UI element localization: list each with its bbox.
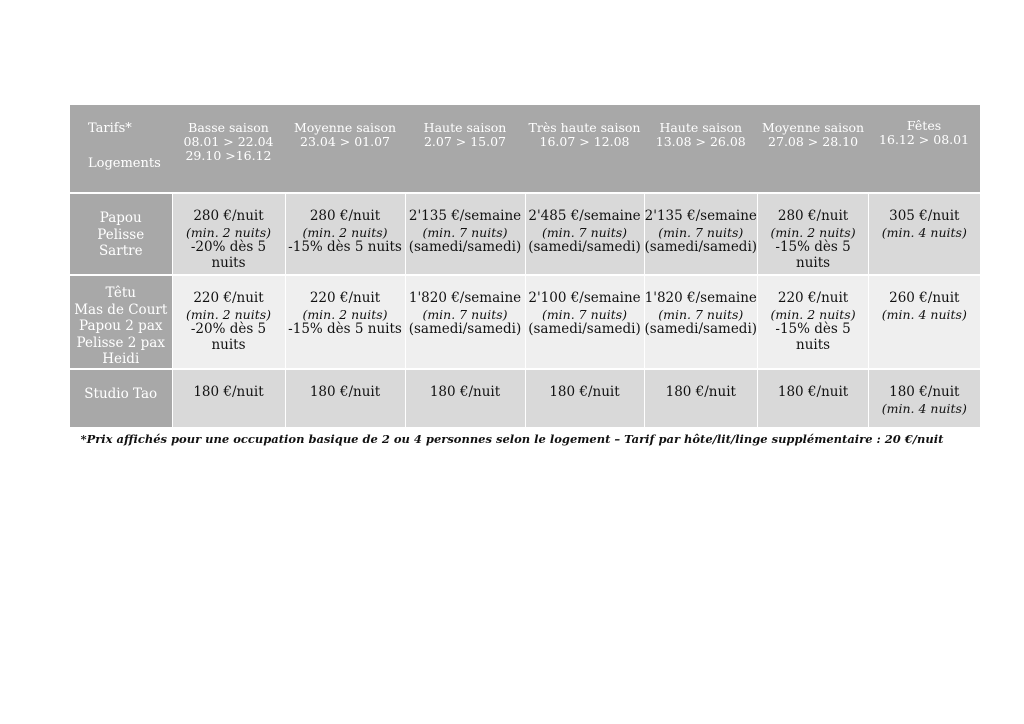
logements-cell	[70, 369, 172, 427]
rate-minimum: (min. 4 nuits)	[881, 400, 967, 416]
rate-price: 2'135 €/semaine	[408, 208, 522, 224]
rate-note: -15% dès 5 nuits	[775, 321, 851, 353]
season-dates: 08.01 > 22.04	[183, 134, 274, 149]
rate-minimum: (min. 2 nuits)	[185, 306, 272, 322]
season-dates: 16.07 > 12.08	[539, 134, 630, 149]
rate-price: 2'100 €/semaine	[528, 290, 641, 306]
season-dates: 29.10 >16.12	[185, 148, 272, 163]
rate-minimum: (min. 2 nuits)	[770, 306, 856, 322]
rate-minimum: (min. 2 nuits)	[302, 224, 388, 240]
rate-cell	[644, 369, 758, 427]
rate-price: 180 €/nuit	[429, 384, 501, 400]
rate-minimum: (min. 7 nuits)	[422, 306, 508, 322]
rate-note: (samedi/samedi)	[528, 239, 641, 255]
logement-name: Mas de Court	[74, 301, 168, 318]
rate-minimum: (min. 7 nuits)	[541, 224, 628, 240]
rate-cell	[869, 369, 980, 427]
rate-note: (samedi/samedi)	[408, 239, 522, 255]
rate-minimum: (min. 2 nuits)	[302, 306, 388, 322]
rate-cell	[172, 369, 285, 427]
season-header	[869, 105, 980, 193]
season-header	[285, 105, 405, 193]
table-row	[70, 369, 980, 427]
season-name: Haute saison	[423, 120, 507, 135]
rate-cell	[525, 275, 644, 369]
rate-cell	[172, 193, 285, 275]
rate-note: -15% dès 5 nuits	[775, 239, 851, 271]
rate-minimum: (min. 7 nuits)	[658, 224, 744, 240]
rate-minimum: (min. 7 nuits)	[422, 224, 508, 240]
rate-cell	[285, 369, 405, 427]
rate-cell	[869, 193, 980, 275]
season-dates: 23.04 > 01.07	[300, 134, 390, 149]
rate-price: 280 €/nuit	[193, 208, 264, 224]
rate-cell	[285, 193, 405, 275]
season-header	[405, 105, 525, 193]
season-header	[758, 105, 869, 193]
rate-note: -20% dès 5 nuits	[190, 321, 267, 353]
season-dates: 13.08 > 26.08	[655, 134, 746, 149]
rate-minimum: (min. 2 nuits)	[185, 224, 272, 240]
rate-note: -15% dès 5 nuits	[288, 239, 402, 255]
rate-price: 180 €/nuit	[777, 384, 849, 400]
rate-cell	[525, 193, 644, 275]
season-dates: 2.07 > 15.07	[423, 134, 507, 149]
rate-minimum: (min. 4 nuits)	[881, 224, 967, 240]
rate-price: 220 €/nuit	[309, 290, 381, 306]
rate-price: 2'485 €/semaine	[528, 208, 641, 224]
rate-cell	[172, 275, 285, 369]
rate-price: 280 €/nuit	[777, 208, 849, 224]
rate-note: (samedi/samedi)	[528, 321, 641, 337]
rate-price: 1'820 €/semaine	[408, 290, 522, 306]
tarifs-label: Tarifs*	[88, 121, 132, 136]
logement-name: Papou 2 pax	[79, 318, 163, 334]
season-name: Fêtes	[906, 118, 942, 133]
rate-price: 220 €/nuit	[193, 290, 264, 306]
rate-note: (samedi/samedi)	[644, 239, 758, 255]
table-row	[70, 275, 980, 369]
logements-label: Logements	[88, 156, 161, 171]
logement-name: Pelisse	[97, 226, 145, 243]
season-dates: 27.08 > 28.10	[768, 134, 859, 149]
rate-cell	[869, 275, 980, 369]
season-header	[172, 105, 285, 193]
rate-minimum: (min. 7 nuits)	[541, 306, 628, 322]
rate-cell	[285, 275, 405, 369]
season-dates: 16.12 > 08.01	[879, 132, 970, 147]
season-name: Haute saison	[659, 120, 743, 135]
rate-price: 180 €/nuit	[665, 384, 736, 400]
rate-price: 280 €/nuit	[309, 208, 381, 224]
table-row	[70, 193, 980, 275]
rate-note: -15% dès 5 nuits	[288, 321, 402, 337]
logement-name: Pelisse 2 pax	[76, 334, 165, 351]
rate-minimum: (min. 2 nuits)	[770, 224, 856, 240]
logement-name: Heidi	[102, 351, 140, 367]
rate-price: 180 €/nuit	[193, 384, 264, 400]
season-header	[644, 105, 758, 193]
logement-name: Papou	[99, 210, 142, 226]
season-header	[525, 105, 644, 193]
rate-minimum: (min. 7 nuits)	[658, 306, 744, 322]
rates-table	[70, 105, 980, 427]
logements-cell	[70, 193, 172, 275]
season-name: Moyenne saison	[761, 120, 865, 135]
pricing-footnote: *Prix affichés pour une occupation basique de 2 ou 4 personnes selon le logement – Tarif par hôte/lit/linge supplémentaire : 20 €/nuit	[80, 432, 944, 446]
logements-cell	[70, 275, 172, 369]
logement-name: Sartre	[98, 243, 143, 259]
rate-price: 180 €/nuit	[549, 384, 620, 400]
rate-cell	[525, 369, 644, 427]
rate-cell	[405, 275, 525, 369]
logement-name: Têtu	[105, 285, 136, 301]
rate-price: 220 €/nuit	[777, 290, 849, 306]
rate-price: 180 €/nuit	[309, 384, 381, 400]
season-name: Basse saison	[188, 120, 269, 135]
rate-note: (samedi/samedi)	[408, 321, 522, 337]
header-corner	[70, 105, 172, 193]
rate-cell	[405, 369, 525, 427]
header-row	[70, 105, 980, 193]
season-name: Très haute saison	[528, 120, 641, 135]
season-name: Moyenne saison	[293, 120, 397, 135]
rate-cell	[405, 193, 525, 275]
rate-cell	[758, 275, 869, 369]
rate-note: -20% dès 5 nuits	[190, 239, 267, 271]
rate-price: 1'820 €/semaine	[644, 290, 757, 306]
rate-price: 180 €/nuit	[889, 384, 960, 400]
rate-cell	[758, 193, 869, 275]
rate-cell	[758, 369, 869, 427]
rate-cell	[644, 275, 758, 369]
rate-note: (samedi/samedi)	[644, 321, 758, 337]
logement-name: Studio Tao	[84, 386, 158, 402]
rate-price: 2'135 €/semaine	[644, 208, 757, 224]
rate-price: 305 €/nuit	[889, 208, 960, 224]
rate-minimum: (min. 4 nuits)	[881, 306, 967, 322]
rate-cell	[644, 193, 758, 275]
rate-price: 260 €/nuit	[889, 290, 960, 306]
